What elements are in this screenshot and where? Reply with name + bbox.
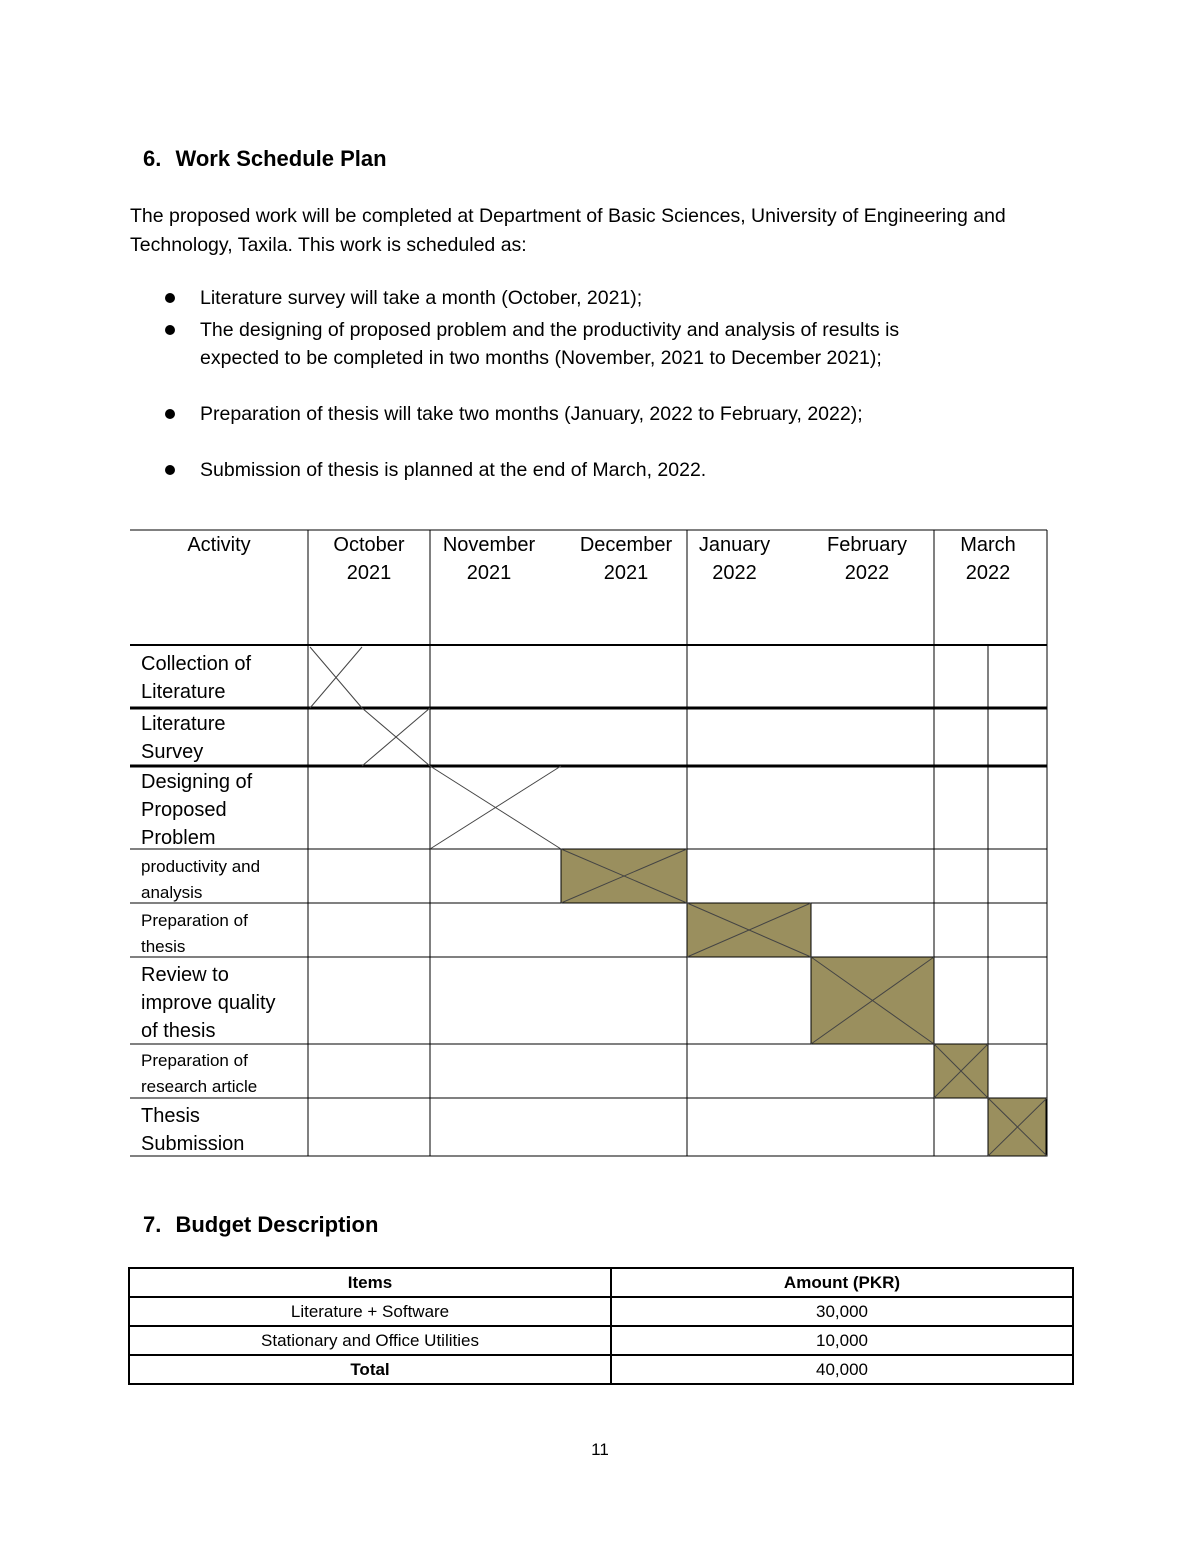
header-month-year: 2022 <box>844 562 890 584</box>
budget-amount: 30,000 <box>611 1297 1073 1326</box>
activity-productivity-analysis <box>141 854 306 906</box>
activity-line: research article <box>141 1077 258 1096</box>
activity-line: Preparation of <box>141 1051 248 1070</box>
header-month-february <box>811 531 923 587</box>
section-7-title: Budget Description <box>175 1212 379 1237</box>
activity-literature-survey <box>141 710 306 766</box>
header-month-year: 2021 <box>603 562 649 584</box>
activity-thesis-submission <box>141 1102 306 1158</box>
filled-cells <box>561 849 1047 1156</box>
header-month-year: 2021 <box>466 562 512 584</box>
activity-line: Thesis <box>141 1105 200 1127</box>
activity-line: Literature <box>141 681 226 703</box>
activity-line: thesis <box>141 937 186 956</box>
header-month-name: February <box>826 534 908 556</box>
header-month-name: November <box>442 534 536 556</box>
bullet-item-2: The designing of proposed problem and the productivity and analysis of results is expected to be completed in two months (November, 2021 to December 2021); <box>200 319 900 369</box>
activity-line: Submission <box>141 1133 245 1155</box>
activity-designing-proposed-problem <box>141 768 306 852</box>
table-row <box>129 1297 1073 1326</box>
activity-review-quality <box>141 961 306 1045</box>
bullet-item-3: Preparation of thesis will take two months (January, 2022 to February, 2022); <box>200 403 863 425</box>
section-7-heading <box>143 1212 378 1238</box>
activity-line: improve quality <box>141 992 276 1014</box>
activity-collection-of-literature <box>141 650 306 706</box>
activity-preparation-research-article <box>141 1048 306 1100</box>
budget-header-row <box>129 1268 1073 1297</box>
section-6-number: 6. <box>143 146 162 171</box>
budget-item: Stationary and Office Utilities <box>129 1326 611 1355</box>
bullet-item-1: Literature survey will take a month (October, 2021); <box>200 287 643 309</box>
budget-item: Literature + Software <box>129 1297 611 1326</box>
activity-line: Survey <box>141 741 204 763</box>
table-row <box>129 1355 1073 1384</box>
activity-line: Collection of <box>141 653 252 675</box>
header-month-name: January <box>698 534 771 556</box>
activity-line: of thesis <box>141 1020 216 1042</box>
budget-table <box>128 1267 1074 1385</box>
header-month-year: 2022 <box>965 562 1011 584</box>
header-month-year: 2022 <box>712 562 757 584</box>
section-6-title: Work Schedule Plan <box>175 146 387 171</box>
header-month-october <box>308 531 430 587</box>
header-month-name: March <box>960 534 1016 556</box>
activity-line: Proposed <box>141 799 227 821</box>
page-number: 11 <box>591 1440 609 1459</box>
activity-line: productivity and <box>141 857 261 876</box>
activity-line: Literature <box>141 713 226 735</box>
table-row <box>129 1326 1073 1355</box>
intro-paragraph: The proposed work will be completed at Department of Basic Sciences, University of Engineering and Technology, Taxila. This work is scheduled as: <box>130 205 1006 256</box>
activity-line: Problem <box>141 827 216 849</box>
budget-amount: 10,000 <box>611 1326 1073 1355</box>
header-month-january <box>687 531 782 587</box>
header-month-year: 2021 <box>346 562 392 584</box>
budget-header-items: Items <box>129 1268 611 1297</box>
activity-line: Preparation of <box>141 911 248 930</box>
activity-preparation-of-thesis <box>141 908 306 960</box>
bullet-item-4: Submission of thesis is planned at the end of March, 2022. <box>200 459 707 481</box>
header-month-march <box>934 531 1042 587</box>
budget-header-amount: Amount (PKR) <box>611 1268 1073 1297</box>
header-month-name: October <box>333 534 405 556</box>
budget-total-amount: 40,000 <box>611 1355 1073 1384</box>
header-month-november <box>430 531 548 587</box>
section-7-number: 7. <box>143 1212 162 1237</box>
budget-total-label: Total <box>129 1355 611 1384</box>
activity-line: analysis <box>141 883 203 902</box>
header-month-name: December <box>579 534 673 556</box>
activity-line: Review to <box>141 964 229 986</box>
activity-line: Designing of <box>141 771 253 793</box>
header-month-december <box>565 531 687 587</box>
header-activity: Activity <box>187 534 251 556</box>
